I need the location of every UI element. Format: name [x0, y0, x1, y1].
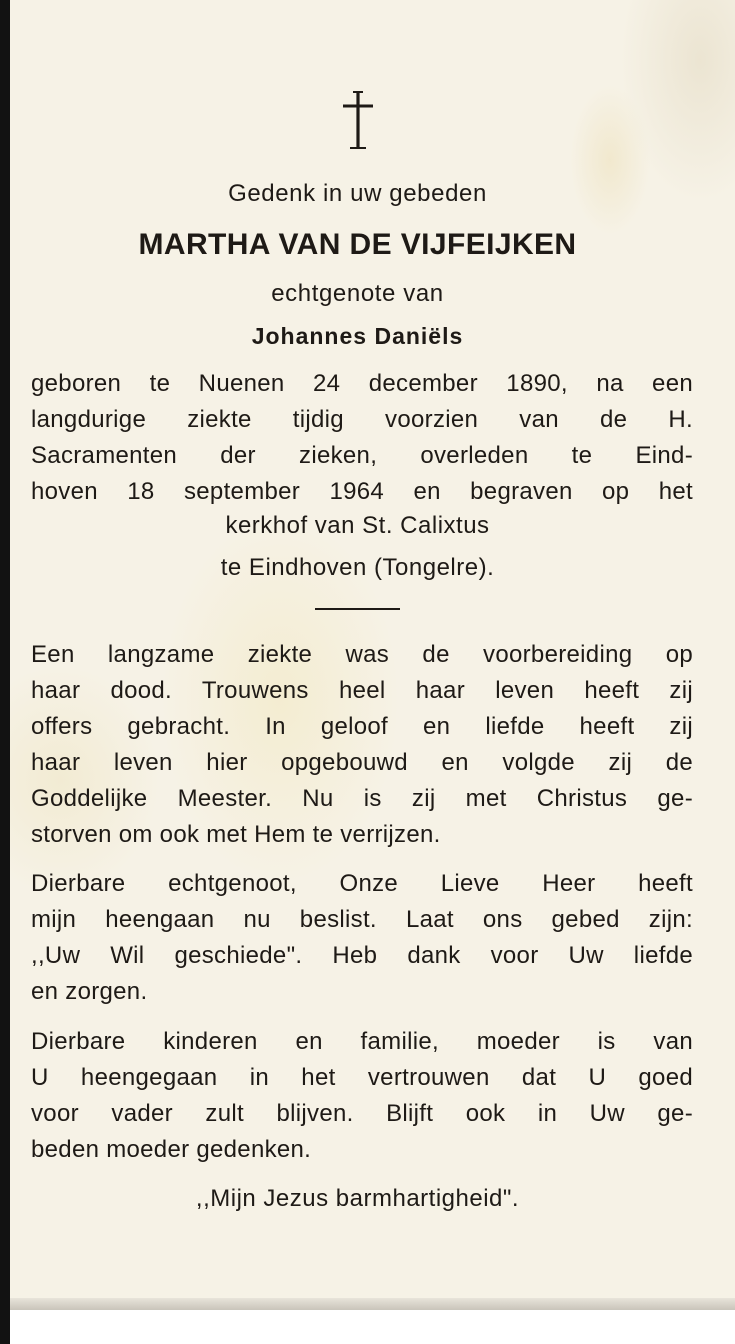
paragraph-line: Dierbare kinderen en familie, moeder is van — [31, 1028, 693, 1055]
closing-prayer: ,,Mijn Jezus barmhartigheid". — [195, 1185, 520, 1212]
bio-line: kerkhof van St. Calixtus — [225, 512, 490, 539]
cross-icon — [338, 90, 378, 150]
bio-line: hoven 18 september 1964 en begraven op het — [31, 478, 693, 505]
paragraph-line: mijn heengaan nu beslist. Laat ons gebed zijn: — [31, 906, 693, 933]
paragraph-line: beden moeder gedenken. — [31, 1136, 312, 1163]
bio-line: geboren te Nuenen 24 december 1890, na een — [31, 370, 693, 397]
paragraph-line: Goddelijke Meester. Nu is zij met Christus ge- — [31, 785, 693, 812]
relation-text: echtgenote van — [271, 280, 444, 307]
scan-left-border — [0, 0, 10, 1344]
paragraph-line: en zorgen. — [31, 978, 148, 1005]
paragraph-line: Dierbare echtgenoot, Onze Lieve Heer heeft — [31, 870, 693, 897]
paragraph-line: offers gebracht. In geloof en liefde heeft zij — [31, 713, 693, 740]
paragraph-line: storven om ook met Hem te verrijzen. — [31, 821, 441, 848]
deceased-name: MARTHA VAN DE VIJFEIJKEN — [138, 228, 577, 261]
paragraph-line: haar leven hier opgebouwd en volgde zij de — [31, 749, 693, 776]
bio-line: Sacramenten der zieken, overleden te Eind- — [31, 442, 693, 469]
card-bottom-edge — [0, 1298, 735, 1310]
intro-text: Gedenk in uw gebeden — [228, 180, 487, 207]
paragraph-line: voor vader zult blijven. Blijft ook in Uw ge- — [31, 1100, 693, 1127]
bio-line: langdurige ziekte tijdig voorzien van de H. — [31, 406, 693, 433]
paragraph-line: ,,Uw Wil geschiede". Heb dank voor Uw liefde — [31, 942, 693, 969]
spouse-name: Johannes Daniëls — [251, 323, 464, 349]
paragraph-line: Een langzame ziekte was de voorbereiding op — [31, 641, 693, 668]
paragraph-line: haar dood. Trouwens heel haar leven heeft zij — [31, 677, 693, 704]
paragraph-line: U heengegaan in het vertrouwen dat U goed — [31, 1064, 693, 1091]
bio-line: te Eindhoven (Tongelre). — [220, 554, 495, 581]
divider-rule — [315, 608, 400, 610]
